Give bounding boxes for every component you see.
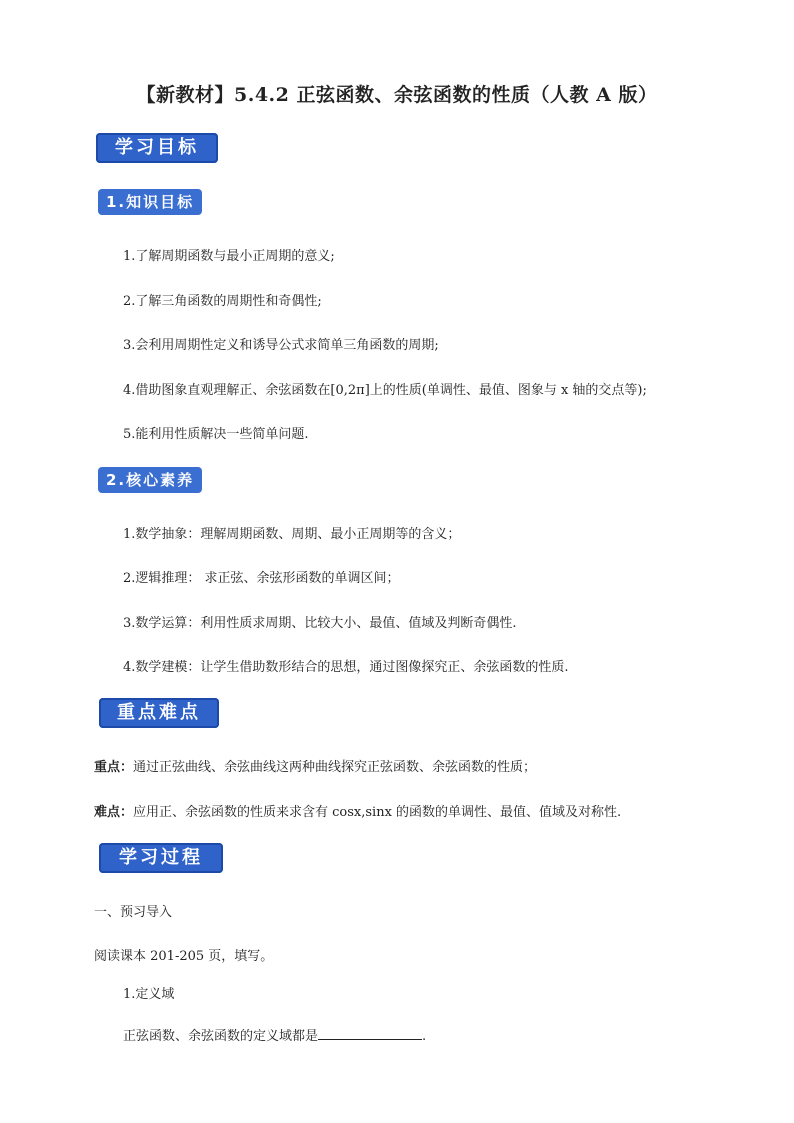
literacy-item: 1.数学抽象：理解周期函数、周期、最小正周期等的含义； — [123, 527, 461, 542]
knowledge-item: 1.了解周期函数与最小正周期的意义; — [123, 249, 335, 264]
literacy-item: 2.逻辑推理： 求正弦、余弦形函数的单调区间； — [123, 571, 400, 586]
section-badge-knowledge: 1.知识目标 — [98, 189, 202, 215]
difficult-point-label: 难点： — [94, 805, 134, 820]
section-badge-key-points: 重点难点 — [99, 698, 219, 728]
key-point-text: 通过正弦曲线、余弦曲线这两种曲线探究正弦函数、余弦函数的性质； — [133, 760, 537, 775]
key-point-label: 重点： — [94, 760, 134, 775]
knowledge-item: 2.了解三角函数的周期性和奇偶性; — [123, 294, 322, 309]
process-part-heading: 一、预习导入 — [94, 905, 173, 920]
difficult-point — [94, 801, 621, 820]
fill-in-text: 正弦函数、余弦函数的定义域都是 — [123, 1029, 319, 1044]
fill-in-end: . — [422, 1029, 427, 1044]
process-item: 1.定义域 — [123, 987, 175, 1002]
knowledge-item: 3.会利用周期性定义和诱导公式求简单三角函数的周期; — [123, 338, 439, 353]
literacy-item: 4.数学建模：让学生借助数形结合的思想，通过图像探究正、余弦函数的性质. — [123, 660, 569, 675]
fill-in-blank[interactable] — [318, 1026, 422, 1040]
knowledge-item: 5.能利用性质解决一些简单问题. — [123, 427, 309, 442]
key-point — [94, 756, 536, 775]
section-badge-process: 学习过程 — [99, 843, 223, 873]
difficult-point-text: 应用正、余弦函数的性质来求含有 cosx,sinx 的函数的单调性、最值、值域及对称性. — [133, 805, 622, 820]
process-reading: 阅读课本 201-205 页，填写。 — [94, 949, 274, 964]
section-badge-objectives: 学习目标 — [96, 133, 218, 163]
knowledge-item: 4.借助图象直观理解正、余弦函数在[0,2π]上的性质(单调性、最值、图象与 x 轴的交点等); — [123, 383, 647, 398]
literacy-item: 3.数学运算：利用性质求周期、比较大小、最值、值域及判断奇偶性. — [123, 616, 517, 631]
page-title: 【新教材】5.4.2 正弦函数、余弦函数的性质（人教 A 版） — [136, 84, 658, 106]
section-badge-literacy: 2.核心素养 — [98, 467, 202, 493]
fill-in-line — [123, 1025, 426, 1044]
